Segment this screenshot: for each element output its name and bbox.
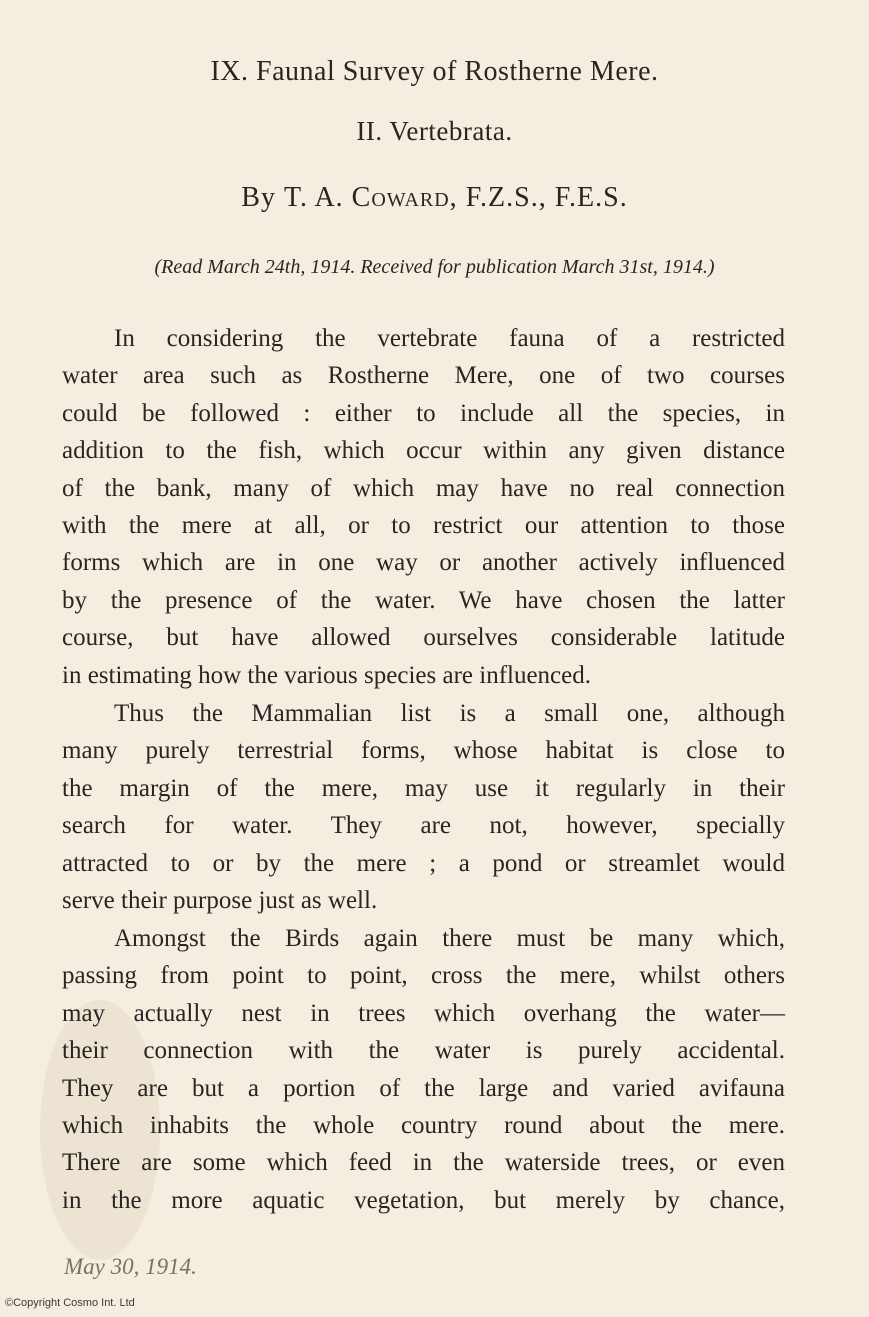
text-line: search for water. They are not, however, specially [62, 812, 785, 840]
text-line: in the more aquatic vegetation, but merely by chance, [62, 1186, 785, 1214]
text-line: in estimating how the various species are influenced. [62, 661, 592, 689]
text-line: passing from point to point, cross the mere, whilst others [62, 962, 785, 990]
text-line: They are but a portion of the large and varied avifauna [62, 1074, 785, 1102]
text-line: many purely terrestrial forms, whose habitat is close to [62, 737, 785, 765]
byline-prefix: By [241, 182, 276, 213]
byline [0, 182, 869, 214]
publication-note: (Read March 24th, 1914. Received for publication March 31st, 1914.) [154, 256, 715, 278]
text-line: course, but have allowed ourselves considerable latitude [62, 624, 785, 652]
text-line: which inhabits the whole country round about the mere. [62, 1111, 785, 1139]
text-line: by the presence of the water. We have chosen the latter [62, 586, 785, 614]
paragraph-3 [62, 920, 785, 1219]
text-line: forms which are in one way or another actively influenced [62, 549, 785, 577]
copyright-notice: ©Copyright Cosmo Int. Ltd [5, 1297, 135, 1309]
text-line: of the bank, many of which may have no real connection [62, 474, 785, 502]
text-line: There are some which feed in the waterside trees, or even [62, 1149, 785, 1177]
article-subtitle: II. Vertebrata. [356, 116, 513, 146]
text-line: could be followed : either to include all the species, in [62, 399, 785, 427]
text-line: the margin of the mere, may use it regularly in their [62, 774, 785, 802]
byline-author: T. A. Coward, [283, 182, 458, 213]
text-line: Thus the Mammalian list is a small one, although [114, 700, 785, 727]
text-line: may actually nest in trees which overhang the water— [62, 999, 785, 1027]
text-line: serve their purpose just as well. [62, 886, 378, 914]
paragraph-2 [62, 695, 785, 919]
footer-date: May 30, 1914. [64, 1254, 197, 1279]
paragraph-1 [62, 320, 785, 694]
text-line: with the mere at all, or to restrict our attention to those [62, 511, 785, 539]
text-line: their connection with the water is purely accidental. [62, 1037, 785, 1065]
byline-credentials: F.Z.S., F.E.S. [465, 182, 628, 213]
text-line: Amongst the Birds again there must be many which, [114, 925, 785, 952]
text-line: attracted to or by the mere ; a pond or streamlet would [62, 849, 785, 877]
text-line: water area such as Rostherne Mere, one of two courses [62, 362, 785, 390]
article-title: IX. Faunal Survey of Rostherne Mere. [210, 56, 659, 87]
text-line: In considering the vertebrate fauna of a restricted [114, 325, 785, 352]
text-line: addition to the fish, which occur within any given distance [62, 437, 785, 465]
